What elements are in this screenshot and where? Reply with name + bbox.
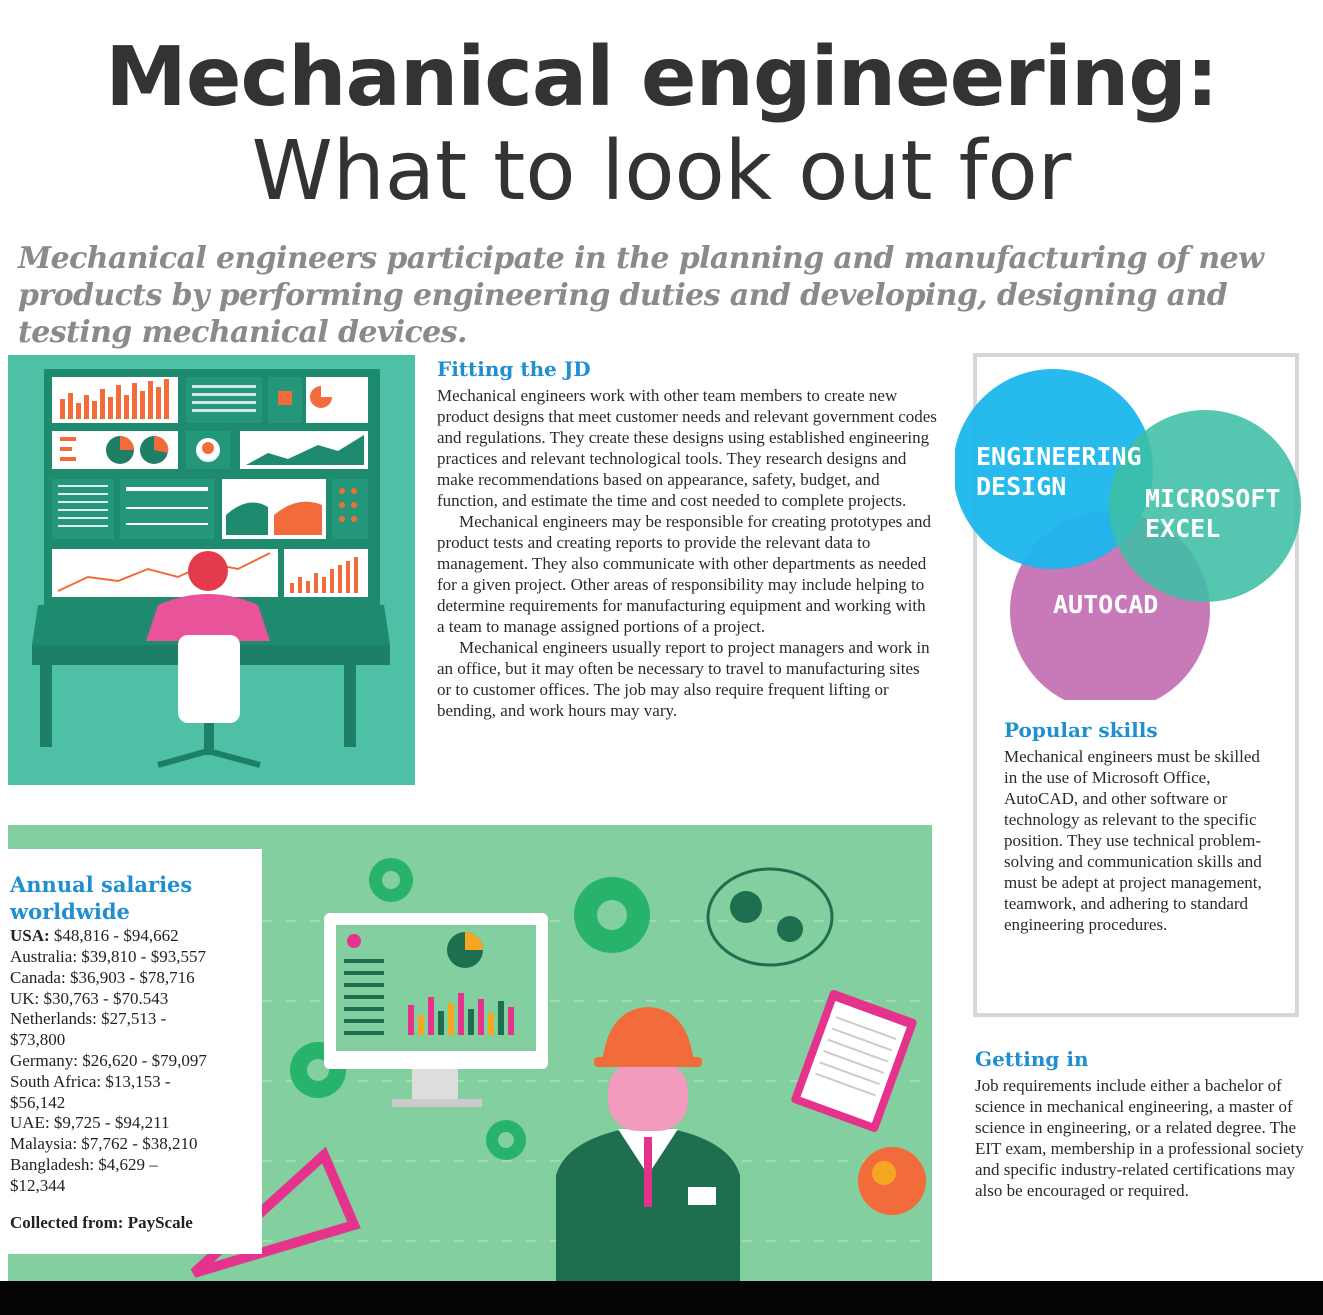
venn-label-1a: ENGINEERING bbox=[976, 442, 1142, 471]
salary-usa-label: USA: bbox=[10, 926, 50, 945]
salary-line: Canada: $36,903 - $78,716 bbox=[10, 967, 195, 987]
salary-heading-line1: Annual salaries bbox=[10, 872, 193, 897]
salary-line: Malaysia: $7,762 - $38,210 bbox=[10, 1134, 198, 1154]
getting-in-heading: Getting in bbox=[975, 1047, 1089, 1071]
getting-in-text: Job requirements include either a bachelor of science in mechanical engineering, a master of science in engineering, or a related degree. The EIT exam, membership in a professional society and specific industry-related certifications may also be encouraged or required. bbox=[975, 1076, 1304, 1200]
salary-line: $56,142 bbox=[10, 1092, 66, 1112]
bottom-bar bbox=[0, 1281, 1323, 1315]
salary-line: $12,344 bbox=[10, 1175, 66, 1195]
fitting-paragraph: Mechanical engineers work with other team members to create new product designs that meet customer needs and relevant government codes and regulations. They create these designs using established engineering practices and relevant technological tools. They research designs and make recommendations based on appearance, safety, budget, and function, and estimate the time and cost needed to complete projects. bbox=[437, 386, 937, 510]
salary-line: Australia: $39,810 - $93,557 bbox=[10, 947, 206, 966]
venn-label-2a: MICROSOFT bbox=[1145, 484, 1281, 513]
salary-usa bbox=[10, 926, 260, 947]
salary-line: Bangladesh: $4,629 – bbox=[10, 1154, 158, 1174]
salary-line: Netherlands: $27,513 - bbox=[10, 1009, 167, 1029]
salary-line: South Africa: $13,153 - bbox=[10, 1071, 171, 1091]
salary-usa-value: $48,816 - $94,662 bbox=[49, 926, 179, 945]
fitting-paragraph: Mechanical engineers may be responsible for creating prototypes and product tests and creating reports to provide the relevant data to management. They also communicate with other departments as needed for a given project. Other areas of responsibility may include helping to determine requirements for manufacturing equipment and working with a team to manage assigned portions of a project. bbox=[437, 512, 932, 636]
control-panel-illustration bbox=[8, 355, 415, 785]
page-subtitle-heading: What to look out for bbox=[251, 124, 1072, 219]
venn-label-1b: DESIGN bbox=[976, 472, 1067, 501]
fitting-heading: Fitting the JD bbox=[437, 357, 591, 381]
salary-heading-line2: worldwide bbox=[10, 899, 130, 924]
skills-venn-diagram bbox=[955, 365, 1305, 700]
salary-line: Germany: $26,620 - $79,097 bbox=[10, 1050, 207, 1070]
intro-subtitle: Mechanical engineers participate in the planning and manufacturing of new products by performing engineering duties and developing, designing and testing mechanical devices. bbox=[18, 241, 1264, 350]
fitting-paragraph: Mechanical engineers usually report to project managers and work in an office, but it may often be necessary to travel to manufacturing sites or to customer offices. The job may also require frequent lifting or bending, and work hours may vary. bbox=[437, 638, 930, 720]
salary-line: UAE: $9,725 - $94,211 bbox=[10, 1113, 170, 1133]
salary-line: UK: $30,763 - $70.543 bbox=[10, 988, 169, 1008]
venn-label-3: AUTOCAD bbox=[1053, 590, 1159, 619]
salary-list bbox=[10, 947, 260, 1197]
page-title: Mechanical engineering: bbox=[105, 30, 1218, 125]
venn-label-2b: EXCEL bbox=[1145, 514, 1221, 543]
fitting-body bbox=[437, 385, 937, 721]
skills-heading: Popular skills bbox=[1004, 718, 1158, 742]
skills-text: Mechanical engineers must be skilled in the use of Microsoft Office, AutoCAD, and other software or technology as relevant to the specific position. They use technical problem-solving and communication skills and must be adept at project management, teamwork, and adhering to standard engineering procedures. bbox=[1004, 747, 1262, 934]
salary-line: $73,800 bbox=[10, 1030, 66, 1050]
salary-source: Collected from: PayScale bbox=[10, 1213, 193, 1232]
